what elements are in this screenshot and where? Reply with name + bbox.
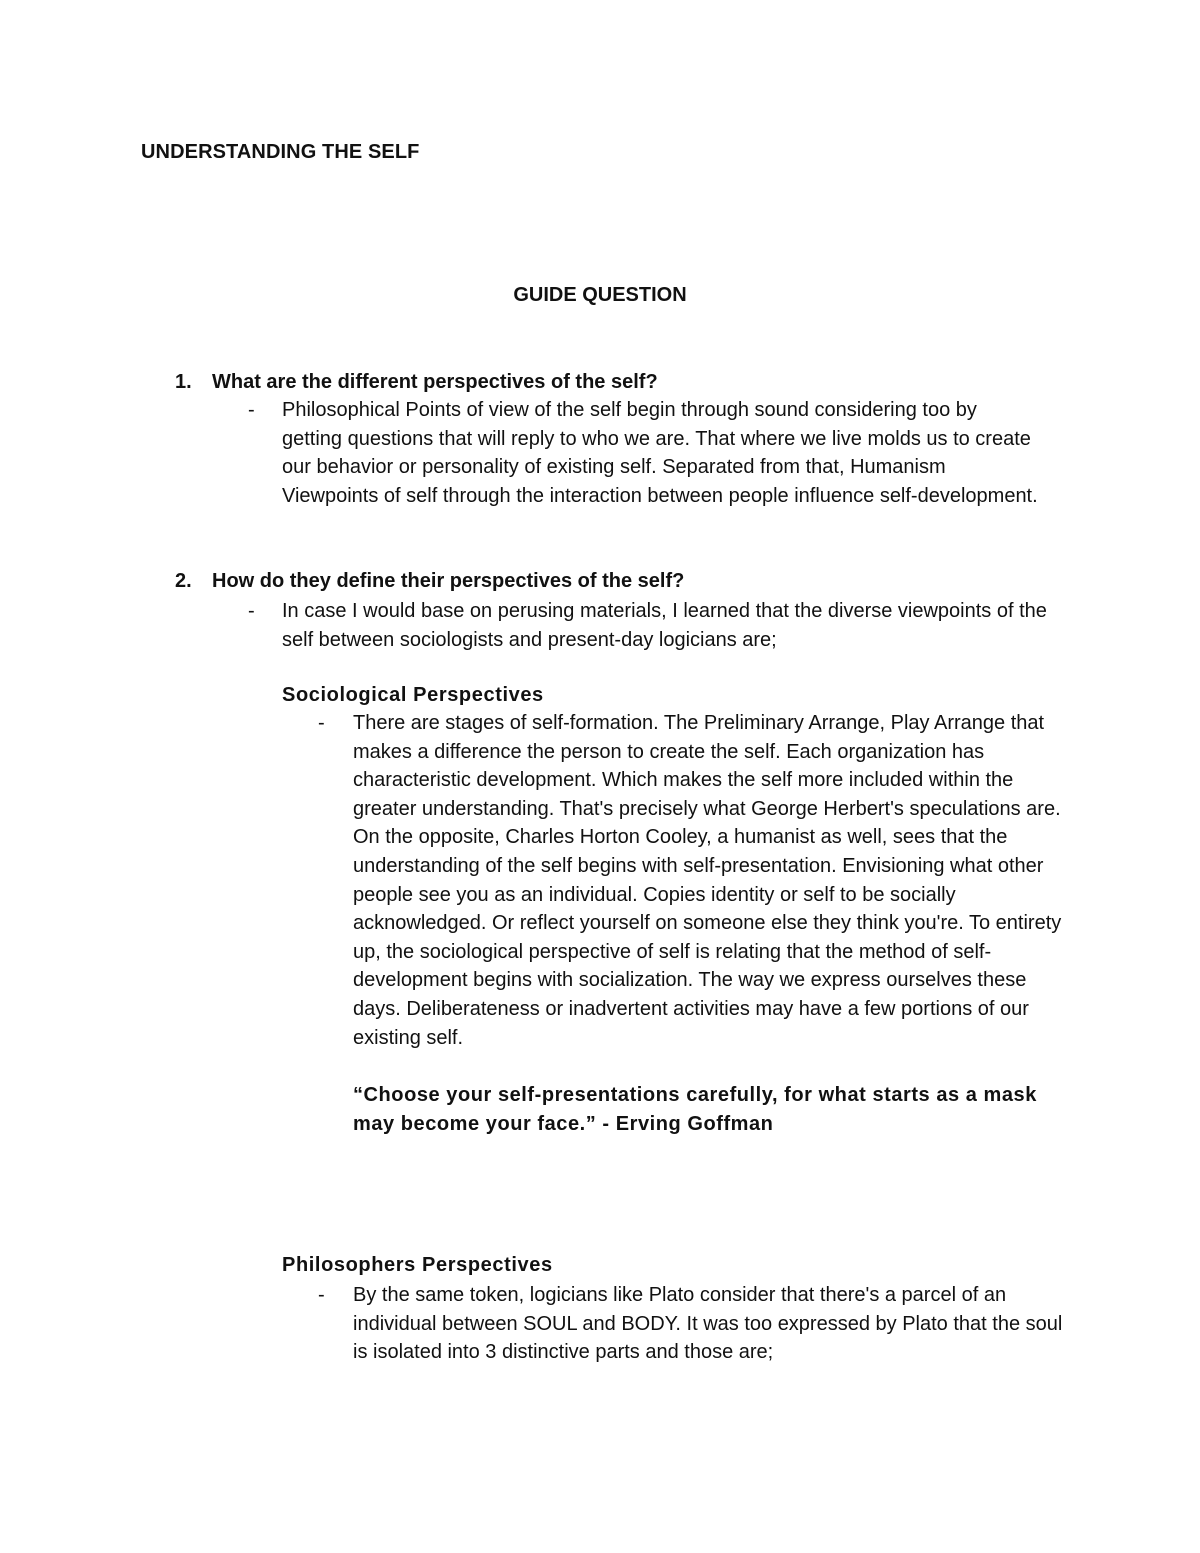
sociological-paragraph: There are stages of self-formation. The Preliminary Arrange, Play Arrange that makes a difference the person to create the self. Each organization has characteristic development. Which makes the self more included within the greater understanding. That's precisely what George Herbert's speculations are. On the opposite, Charles Horton Cooley, a humanist as well, sees that the understanding of the self begins with self-presentation. Envisioning what other people see you as an individual. Copies identity or self to be socially acknowledged. Or reflect yourself on someone else they think you're. To entirety up, the sociological perspective of self is relating that the method of self-development begins with socialization. The way we express ourselves these days. Deliberateness or inadvertent activities may have a few portions of our existing self. [353,712,1062,1049]
question-2-answer: In case I would base on perusing materials, I learned that the diverse viewpoints of the self between sociologists and present-day logicians are; [282,600,1047,651]
philosophers-paragraph: By the same token, logicians like Plato consider that there's a parcel of an individual between SOUL and BODY. It was too expressed by Plato that the soul is isolated into 3 distinctive parts and those are; [353,1284,1063,1364]
goffman-quote: “Choose your self-presentations carefully, for what starts as a mask may become your face.” - Erving Goffman [353,1084,1037,1135]
philosophers-perspectives-heading: Philosophers Perspectives [282,1254,553,1276]
sociological-perspectives-heading: Sociological Perspectives [282,684,544,706]
question-2-number: 2. [175,570,192,592]
question-2-answer-marker: - [248,600,255,622]
question-1-number: 1. [175,371,192,393]
sociological-marker: - [318,712,325,734]
guide-question-heading: GUIDE QUESTION [513,284,687,306]
question-1-answer: Philosophical Points of view of the self begin through sound considering too by getting questions that will reply to who we are. That where we live molds us to create our behavior or personality of existing self. Separated from that, Humanism Viewpoints of self through the interaction between people influence self-development. [282,399,1038,507]
philosophers-marker: - [318,1284,325,1306]
question-1-text: What are the different perspectives of the self? [212,371,658,393]
question-2-text: How do they define their perspectives of the self? [212,570,685,592]
question-1-answer-marker: - [248,399,255,421]
document-title: UNDERSTANDING THE SELF [141,141,420,163]
